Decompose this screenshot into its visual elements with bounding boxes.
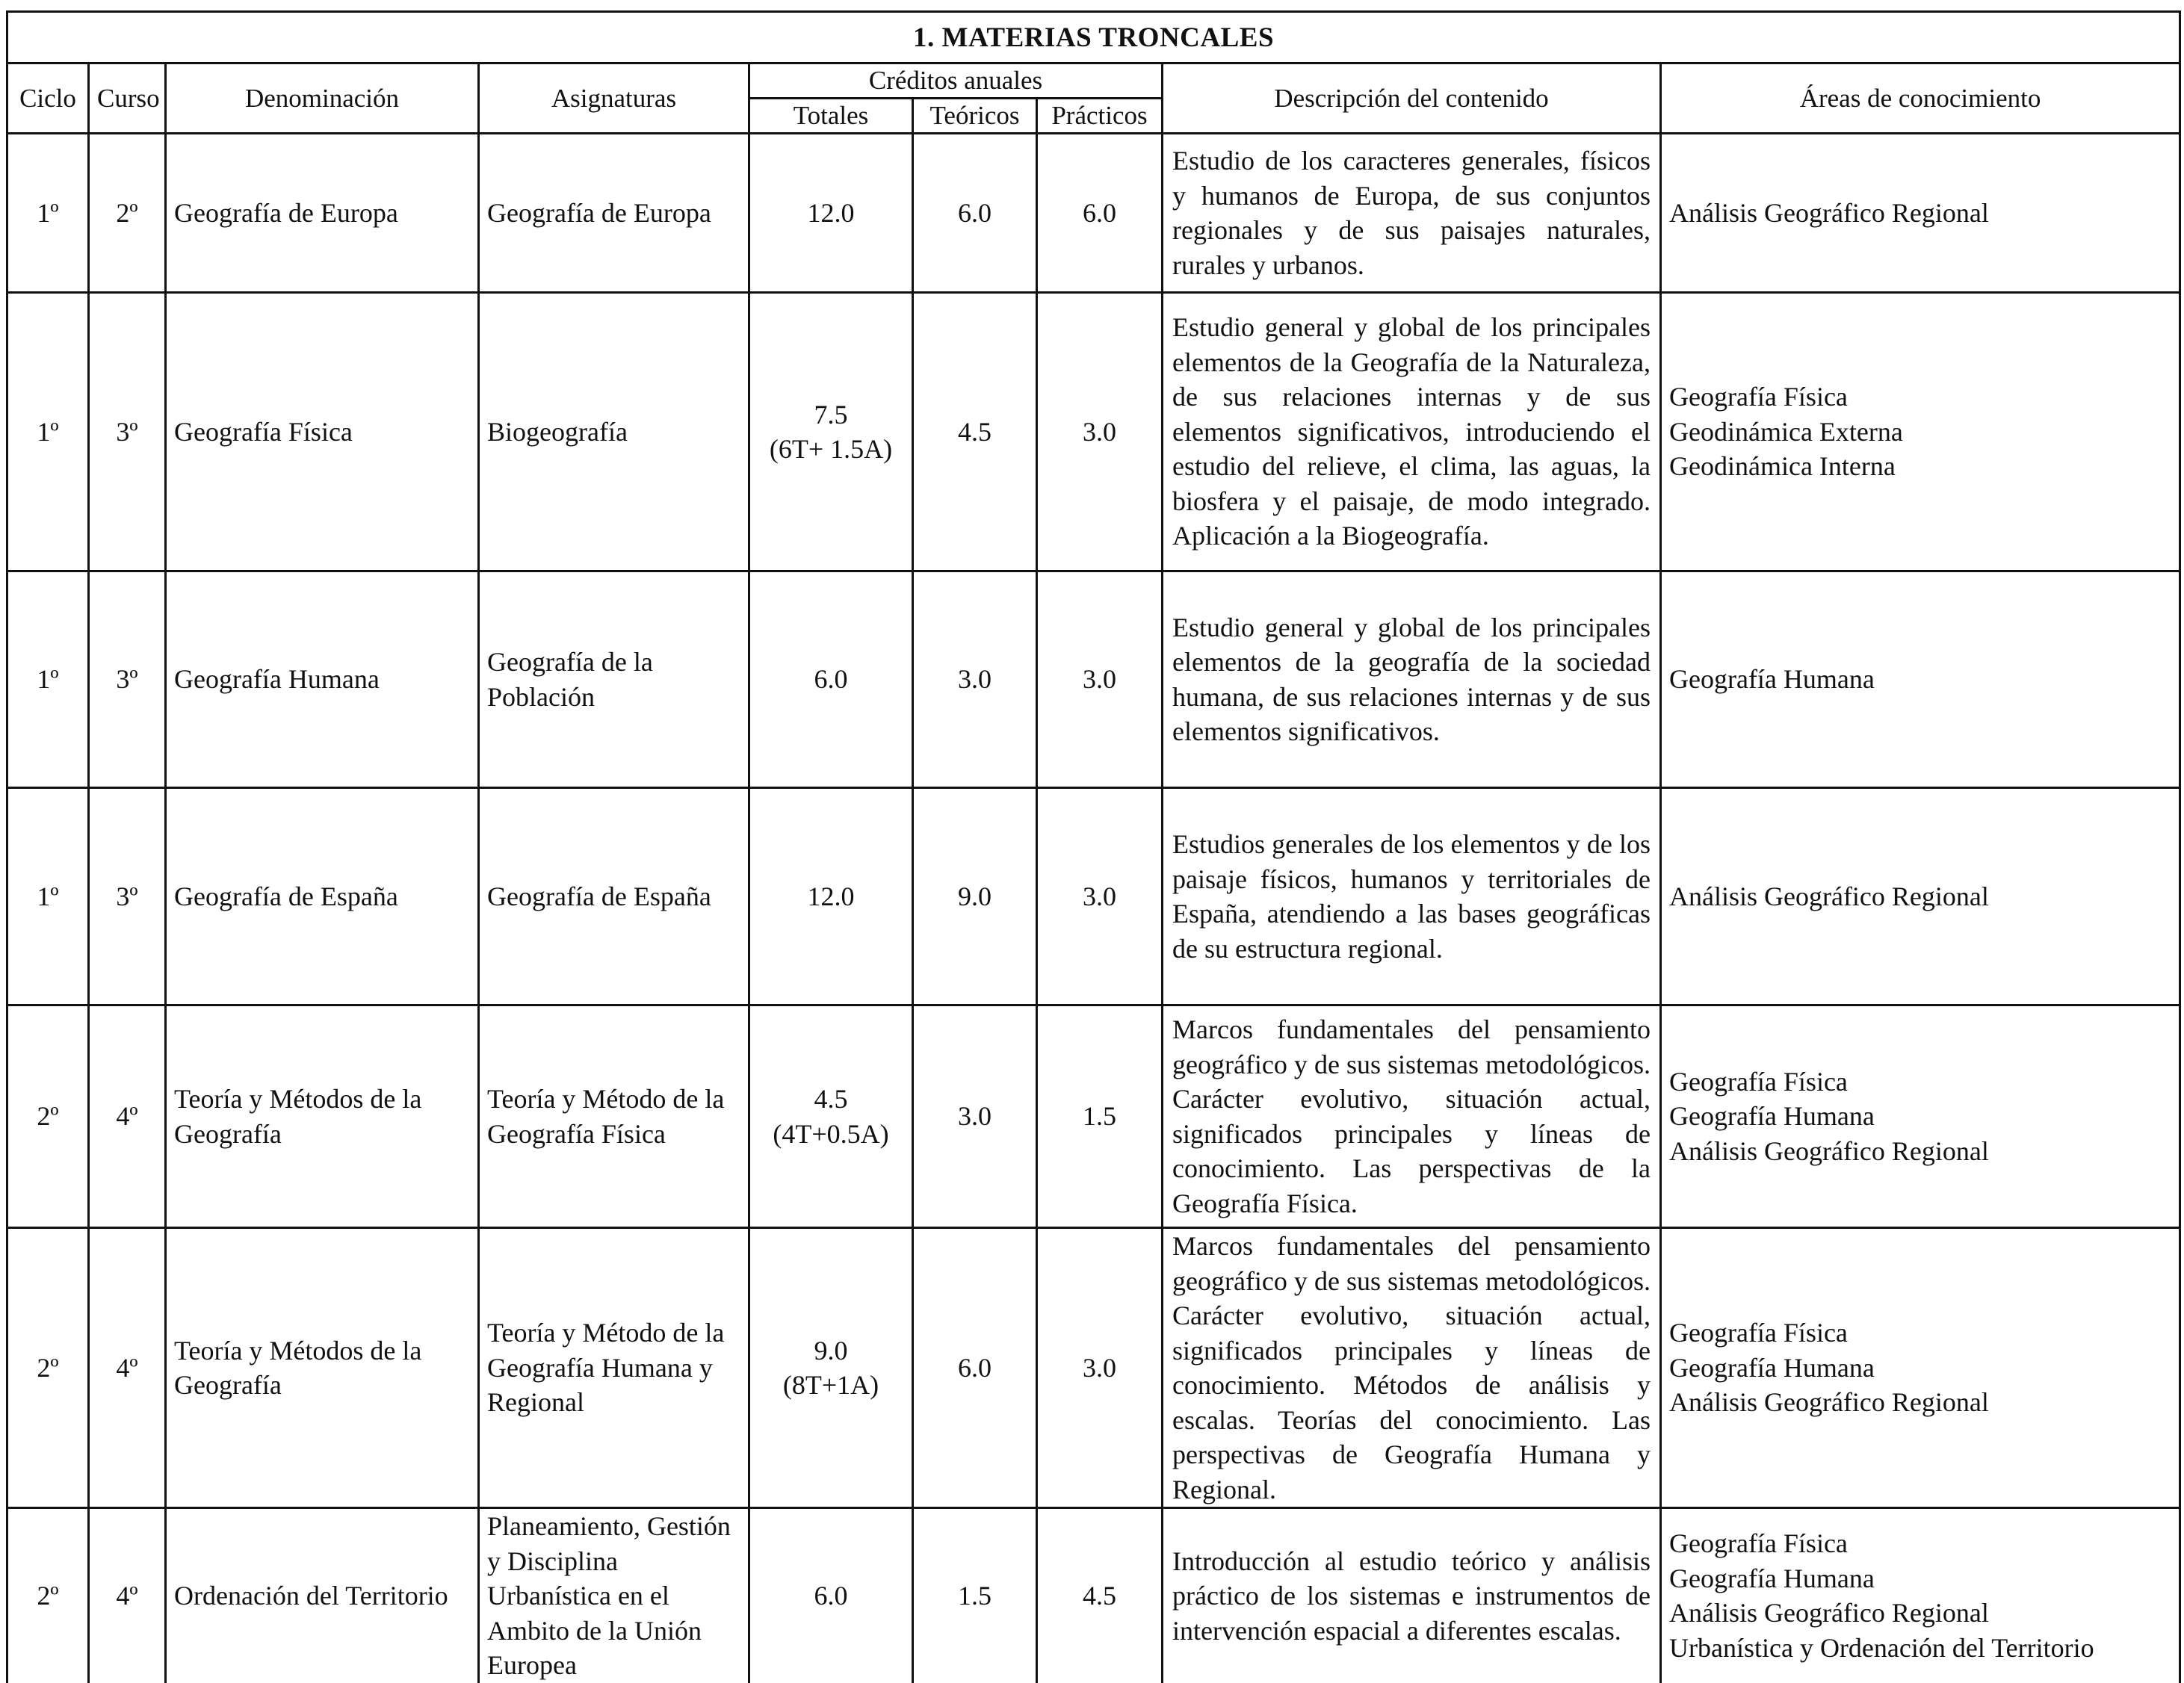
header-practicos: Prácticos xyxy=(1037,99,1163,134)
table-row xyxy=(7,1508,2180,1683)
table-row xyxy=(7,788,2180,1005)
header-asignaturas: Asignaturas xyxy=(479,63,749,134)
area-line: Geografía Humana xyxy=(1669,1101,1875,1132)
header-teoricos: Teóricos xyxy=(913,99,1037,134)
cell-asignaturas: Geografía de la Población xyxy=(479,571,749,788)
cell-denominacion: Teoría y Métodos de la Geografía xyxy=(166,1005,479,1228)
table-row xyxy=(7,134,2180,293)
cell-areas xyxy=(1661,571,2180,788)
cell-teoricos: 4.5 xyxy=(913,293,1037,571)
table-body xyxy=(7,134,2180,1683)
cell-ciclo: 1º xyxy=(7,134,89,293)
header-ciclo: Ciclo xyxy=(7,63,89,134)
cell-totales xyxy=(749,1508,913,1683)
cell-denominacion: Ordenación del Territorio xyxy=(166,1508,479,1683)
area-line: Análisis Geográfico Regional xyxy=(1669,1387,1989,1418)
cell-practicos: 3.0 xyxy=(1037,1228,1163,1508)
cell-curso: 4º xyxy=(89,1005,166,1228)
totales-line: (8T+1A) xyxy=(782,1370,879,1400)
cell-curso: 3º xyxy=(89,571,166,788)
area-line: Geografía Humana xyxy=(1669,664,1875,695)
cell-curso: 4º xyxy=(89,1508,166,1683)
cell-areas xyxy=(1661,1228,2180,1508)
totales-line: (6T+ 1.5A) xyxy=(769,434,893,464)
table-row xyxy=(7,1228,2180,1508)
table-title: 1. MATERIAS TRONCALES xyxy=(7,12,2180,63)
cell-practicos: 3.0 xyxy=(1037,571,1163,788)
cell-descripcion: Estudios generales de los elementos y de los paisaje físicos, humanos y territoriales de España, atendiendo a las bases geográficas de su estructura regional. xyxy=(1163,788,1661,1005)
table-row xyxy=(7,293,2180,571)
cell-denominacion: Geografía Humana xyxy=(166,571,479,788)
area-line: Geografía Física xyxy=(1669,1066,1848,1097)
cell-descripcion: Estudio general y global de los principales elementos de la geografía de la sociedad humana, de sus relaciones internas y de sus elementos significativos. xyxy=(1163,571,1661,788)
cell-curso: 3º xyxy=(89,788,166,1005)
totales-line: 6.0 xyxy=(814,664,848,695)
cell-ciclo: 2º xyxy=(7,1508,89,1683)
area-line: Análisis Geográfico Regional xyxy=(1669,881,1989,911)
cell-asignaturas: Geografía de España xyxy=(479,788,749,1005)
cell-curso: 4º xyxy=(89,1228,166,1508)
area-line: Geografía Física xyxy=(1669,1528,1848,1559)
cell-teoricos: 3.0 xyxy=(913,571,1037,788)
cell-practicos: 4.5 xyxy=(1037,1508,1163,1683)
cell-teoricos: 6.0 xyxy=(913,134,1037,293)
table-row xyxy=(7,571,2180,788)
cell-teoricos: 9.0 xyxy=(913,788,1037,1005)
totales-line: 12.0 xyxy=(807,881,855,911)
cell-denominacion: Geografía de España xyxy=(166,788,479,1005)
cell-totales xyxy=(749,1228,913,1508)
area-line: Análisis Geográfico Regional xyxy=(1669,197,1989,228)
cell-ciclo: 2º xyxy=(7,1005,89,1228)
header-areas: Áreas de conocimiento xyxy=(1661,63,2180,134)
cell-areas xyxy=(1661,788,2180,1005)
cell-descripcion: Introducción al estudio teórico y análisis práctico de los sistemas e instrumentos de intervención espacial a diferentes escalas. xyxy=(1163,1508,1661,1683)
header-creditos-anuales: Créditos anuales xyxy=(749,63,1163,99)
cell-totales xyxy=(749,571,913,788)
cell-areas xyxy=(1661,1005,2180,1228)
cell-practicos: 3.0 xyxy=(1037,293,1163,571)
area-line: Geodinámica Interna xyxy=(1669,451,1896,482)
cell-asignaturas: Geografía de Europa xyxy=(479,134,749,293)
area-line: Análisis Geográfico Regional xyxy=(1669,1135,1989,1166)
area-line: Análisis Geográfico Regional xyxy=(1669,1598,1989,1628)
cell-practicos: 3.0 xyxy=(1037,788,1163,1005)
area-line: Geodinámica Externa xyxy=(1669,416,1903,447)
cell-asignaturas: Biogeografía xyxy=(479,293,749,571)
cell-teoricos: 3.0 xyxy=(913,1005,1037,1228)
cell-asignaturas: Teoría y Método de la Geografía Humana y Regional xyxy=(479,1228,749,1508)
totales-line: 4.5 xyxy=(814,1084,848,1114)
cell-curso: 3º xyxy=(89,293,166,571)
cell-totales xyxy=(749,1005,913,1228)
cell-asignaturas: Teoría y Método de la Geografía Física xyxy=(479,1005,749,1228)
cell-teoricos: 1.5 xyxy=(913,1508,1037,1683)
cell-practicos: 1.5 xyxy=(1037,1005,1163,1228)
header-curso: Curso xyxy=(89,63,166,134)
totales-line: 6.0 xyxy=(814,1581,848,1611)
header-totales: Totales xyxy=(749,99,913,134)
cell-areas xyxy=(1661,1508,2180,1683)
cell-ciclo: 1º xyxy=(7,571,89,788)
cell-denominacion: Teoría y Métodos de la Geografía xyxy=(166,1228,479,1508)
cell-teoricos: 6.0 xyxy=(913,1228,1037,1508)
cell-ciclo: 1º xyxy=(7,788,89,1005)
header-descripcion: Descripción del contenido xyxy=(1163,63,1661,134)
totales-line: 9.0 xyxy=(814,1335,848,1366)
cell-areas xyxy=(1661,134,2180,293)
cell-totales xyxy=(749,788,913,1005)
totales-line: (4T+0.5A) xyxy=(773,1118,889,1149)
cell-descripcion: Marcos fundamentales del pensamiento geográfico y de sus sistemas metodológicos. Carácter evolutivo, situación actual, significados principales y líneas de conocimiento. Métodos de análisis y escalas. Teorías del conocimiento. Las perspectivas de Geografía Humana y Regional. xyxy=(1163,1228,1661,1508)
area-line: Geografía Física xyxy=(1669,382,1848,412)
table-row xyxy=(7,1005,2180,1228)
area-line: Geografía Humana xyxy=(1669,1563,1875,1593)
cell-descripcion: Estudio de los caracteres generales, físicos y humanos de Europa, de sus conjuntos regionales y de sus paisajes naturales, rurales y urbanos. xyxy=(1163,134,1661,293)
cell-practicos: 6.0 xyxy=(1037,134,1163,293)
area-line: Geografía Humana xyxy=(1669,1352,1875,1383)
cell-curso: 2º xyxy=(89,134,166,293)
cell-totales xyxy=(749,134,913,293)
cell-descripcion: Estudio general y global de los principales elementos de la Geografía de la Naturaleza, de sus relaciones internas y de sus elementos significativos, introduciendo el estudio del relieve, el clima, las aguas, la biosfera y el paisaje, de modo integrado. Aplicación a la Biogeografía. xyxy=(1163,293,1661,571)
area-line: Geografía Física xyxy=(1669,1318,1848,1348)
materias-troncales-table xyxy=(6,10,2181,1683)
area-line: Urbanística y Ordenación del Territorio xyxy=(1669,1632,2094,1663)
cell-totales xyxy=(749,293,913,571)
cell-ciclo: 1º xyxy=(7,293,89,571)
document-page xyxy=(6,10,2179,1683)
cell-denominacion: Geografía de Europa xyxy=(166,134,479,293)
cell-asignaturas: Planeamiento, Gestión y Disciplina Urbanística en el Ambito de la Unión Europea xyxy=(479,1508,749,1683)
cell-denominacion: Geografía Física xyxy=(166,293,479,571)
cell-areas xyxy=(1661,293,2180,571)
cell-ciclo: 2º xyxy=(7,1228,89,1508)
totales-line: 12.0 xyxy=(807,197,855,228)
cell-descripcion: Marcos fundamentales del pensamiento geográfico y de sus sistemas metodológicos. Carácter evolutivo, situación actual, significados principales y líneas de conocimiento. Las perspectivas de la Geografía Física. xyxy=(1163,1005,1661,1228)
totales-line: 7.5 xyxy=(814,399,848,430)
header-denominacion: Denominación xyxy=(166,63,479,134)
